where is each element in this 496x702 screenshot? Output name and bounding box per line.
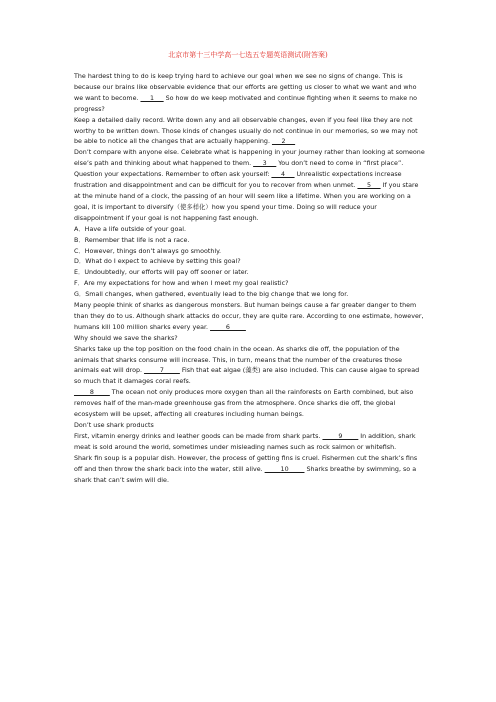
paragraph-text: First, vitamin energy drinks and leather goods can be made from shark parts. — [74, 432, 323, 440]
answer-blank: _____9_____ — [322, 432, 359, 440]
paragraph-text: Shark fin soup is a popular dish. However, the process of getting fins is cruel. Fishermen cut the shark’s fins off and then throw the shark back into the water, still alive. — [74, 454, 418, 473]
paragraph-text: If you stare at the minute hand of a clock, the passing of an hour will seem like a lifetime. When you are working on a goal, it is important to diversify（使多样化）how you spend your time. Doing so will reduce your disappointment if your goal is not happening fast enough. — [74, 182, 419, 222]
paragraph-text: Question your expectations. Remember to often ask yourself: — [74, 171, 272, 179]
answer-blank: ___5___ — [357, 182, 381, 190]
paragraph — [74, 334, 426, 345]
answer-blank: _____8_____ — [74, 389, 110, 397]
paragraph-text: C．However, things don’t always go smoothly. — [74, 247, 222, 255]
answer-blank: ___2___ — [271, 138, 296, 146]
paragraph-text: Sharks take up the top position on the food chain in the ocean. As sharks die off, the population of the animals that sharks consume will increase. This, in turn, means that the number of the creatures those animals eat will drop. — [74, 345, 402, 375]
paragraph-text: So how do we keep motivated and continue fighting when it seems to make no progress? — [74, 94, 418, 113]
paragraph — [74, 170, 426, 225]
paragraph — [74, 301, 426, 334]
paragraph — [74, 268, 426, 279]
answer-blank: _____10_____ — [264, 465, 305, 473]
paragraph — [74, 257, 426, 268]
paragraph-text: You don’t need to come in “first place”. — [276, 160, 404, 168]
paragraph-text: Why should we save the sharks? — [74, 334, 178, 342]
paragraph-text: Keep a detailed daily record. Write down any and all observable changes, even if you feel like they are not worthy to be written down. Those kinds of changes usually do not continue in our memories, so we may not be able to notice all the changes that are actually happening. — [74, 116, 418, 146]
paragraph-text: A．Have a life outside of your goal. — [74, 225, 186, 233]
paragraph-text: Don’t compare with anyone else. Celebrate what is happening in your journey rather than looking at someone else’s path and thinking about what happened to them. — [74, 149, 425, 168]
answer-blank: _____7_____ — [144, 367, 180, 375]
answer-blank: _____6_____ — [210, 323, 246, 331]
paragraph — [74, 432, 426, 454]
paragraph — [74, 247, 426, 258]
paragraph-text: The hardest thing to do is keep trying hard to achieve our goal when we see no signs of change. This is because our brains like observable evidence that our efforts are getting us closer to what we want and who we want to become. — [74, 73, 417, 102]
paragraph — [74, 388, 426, 421]
paragraph-text: D．What do I expect to achieve by setting this goal? — [74, 258, 241, 266]
paragraph-text: Fish that eat algae (藻类) are also included. This can cause algae to spread so much that it damages coral reefs. — [74, 367, 420, 386]
paragraph-text: Don’t use shark products — [74, 422, 154, 429]
paragraph — [74, 148, 426, 170]
paragraph — [74, 225, 426, 236]
paragraph-text: Many people think of sharks as dangerous monsters. But human beings cause a far greater danger to them than they do to us. Although shark attacks do occur, they are quite rare. According to one estimate, however, humans kill 100 million sharks every year. — [74, 302, 424, 331]
paragraph-text: In addition, shark meat is sold around the world, sometimes under misleading names such as rock salmon or whitefish. — [74, 432, 416, 451]
document-body — [74, 72, 426, 486]
paragraph-text: G．Small changes, when gathered, eventually lead to the big change that we long for. — [74, 291, 349, 299]
paragraph — [74, 236, 426, 247]
paragraph-text: Sharks breathe by swimming, so a shark that can’t swim will die. — [74, 465, 417, 484]
paragraph-text: B．Remember that life is not a race. — [74, 236, 190, 244]
paragraph-text: Unrealistic expectations increase frustration and disappointment and can be difficult for you to recover from when unmet. — [74, 171, 402, 190]
answer-blank: ___1___ — [140, 94, 164, 102]
paragraph-text: The ocean not only produces more oxygen than all the rainforests on Earth combined, but also removes half of the man-made greenhouse gas from the atmosphere. Once sharks die off, the global ecosystem will be upset, affecting all creatures including human beings. — [74, 389, 414, 419]
document-title: 北京市第十三中学高一七选五专题英语测试(附答案) — [168, 51, 328, 59]
paragraph — [74, 290, 426, 301]
paragraph-text: F．Are my expectations for how and when I meet my goal realistic? — [74, 280, 289, 288]
paragraph — [74, 279, 426, 290]
answer-blank: ___4___ — [271, 171, 295, 179]
paragraph — [74, 454, 426, 487]
answer-blank: ___3___ — [253, 160, 277, 168]
paragraph — [74, 116, 426, 149]
paragraph-text: E．Undoubtedly, our efforts will pay off sooner or later. — [74, 269, 249, 277]
paragraph — [74, 421, 426, 432]
paragraph — [74, 72, 426, 116]
paragraph — [74, 345, 426, 389]
